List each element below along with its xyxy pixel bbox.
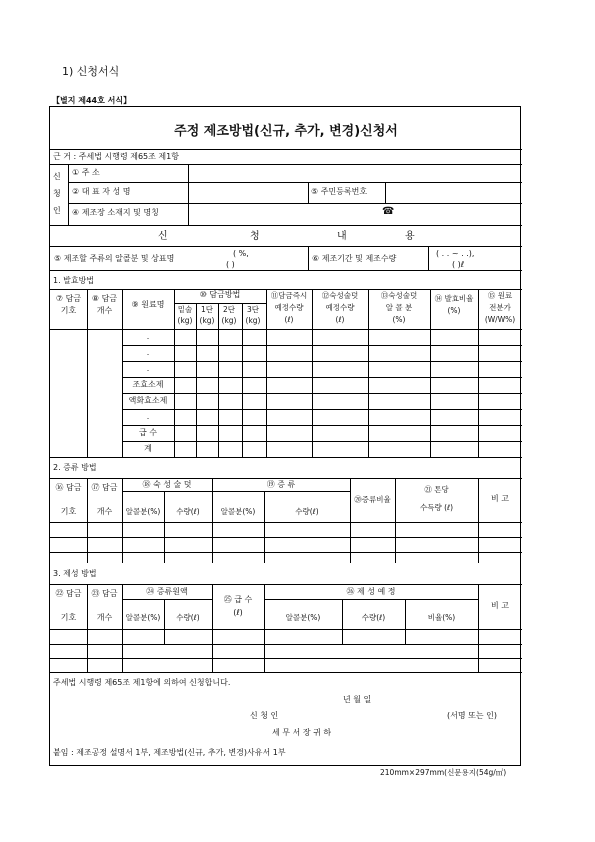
method-sub-header: (kg) bbox=[245, 316, 261, 325]
section2-title: 2. 증류 방법 bbox=[53, 463, 97, 472]
water-header: (ℓ) bbox=[233, 608, 243, 617]
attachment-note: 붙임 : 제조공정 설명서 1부, 제조방법(신규, 추가, 변경)사유서 1부 bbox=[53, 748, 286, 757]
tank-no-header: 기호 bbox=[60, 613, 77, 622]
resident-number-label: ⑤ 주민등록번호 bbox=[311, 187, 368, 196]
content-header-3: 내 bbox=[337, 231, 347, 242]
method-sub-header: (kg) bbox=[177, 316, 193, 325]
applicant-side-label-3: 인 bbox=[53, 206, 61, 215]
applicant-side-label-1: 신 bbox=[53, 172, 61, 181]
alcohol-label: ⑤ 제조할 주류의 알콜분 및 상표명 bbox=[54, 254, 175, 263]
water-header: ㉕ 급 수 bbox=[223, 595, 253, 604]
note-header: 비 고 bbox=[491, 601, 509, 610]
alcohol-value-line2: ( ) bbox=[226, 260, 235, 269]
tank-no-header: 기호 bbox=[60, 306, 77, 315]
matured-qty-header: 수량(ℓ) bbox=[176, 507, 200, 516]
tank-count-header: ⑰ 담금 bbox=[91, 483, 118, 492]
form-number-tag: 【별지 제44호 서식】 bbox=[52, 96, 132, 105]
price-header: ⑮ 원료 bbox=[487, 291, 513, 300]
matured_alc-header: (%) bbox=[392, 315, 406, 324]
content-header-1: 신 bbox=[158, 231, 168, 242]
matured_alc-header: ⑬숙성술덧 bbox=[380, 291, 418, 300]
tank-no-header: ⑦ 담금 bbox=[55, 294, 82, 303]
note-header: 비 고 bbox=[491, 494, 509, 503]
plan-qty-header: 수량(ℓ) bbox=[361, 613, 386, 622]
date-line: 년 월 일 bbox=[343, 695, 372, 704]
paper-size-note: 210mm×297mm(신문용지(54g/㎡) bbox=[380, 768, 507, 777]
matured_alc-header: 알 콜 분 bbox=[385, 303, 413, 312]
period-value-line2: ( )ℓ bbox=[452, 260, 465, 269]
addressee: 세 무 서 장 귀 하 bbox=[272, 728, 332, 737]
material-row-label: 조효소제 bbox=[132, 380, 164, 389]
distill-qty-header: 수량(ℓ) bbox=[295, 507, 319, 516]
declaration-text: 주세법 시행령 제65조 제1항에 의하여 신청합니다. bbox=[53, 678, 231, 687]
ferment-rate-header: ⑭ 발효비율 bbox=[434, 294, 474, 303]
method-sub-header: 3단 bbox=[246, 305, 260, 314]
planned-header: (ℓ) bbox=[284, 315, 294, 324]
distill-header: ⑲ 증 류 bbox=[266, 480, 296, 489]
tank-no-header: ㉒ 담금 bbox=[55, 589, 82, 598]
form-title: 주정 제조방법(신규, 추가, 변경)신청서 bbox=[174, 124, 398, 139]
period-value-line1: ( . . ~ . .), bbox=[436, 249, 475, 258]
application-form bbox=[49, 106, 521, 766]
matured-alc-header: 알콜분(%) bbox=[125, 507, 161, 516]
phone-icon: ☎ bbox=[382, 206, 395, 217]
plan-ratio-header: 비율(%) bbox=[427, 613, 456, 622]
signature-note: (서명 또는 인) bbox=[447, 711, 497, 720]
matured_qty-header: 예정수량 bbox=[325, 303, 355, 312]
material-row-label: . bbox=[146, 348, 150, 357]
price-header: 전분가 bbox=[489, 303, 511, 312]
matured-header: ⑱ 숙 성 술 덧 bbox=[142, 480, 192, 489]
tank-no-header: ⑯ 담금 bbox=[55, 483, 82, 492]
tank-count-header: ⑧ 담금 bbox=[91, 294, 118, 303]
yield-header: ㉑ 톤당 bbox=[424, 485, 449, 494]
tank-count-header: 개수 bbox=[96, 306, 113, 315]
alcohol-value-line1: ( %, bbox=[233, 249, 249, 258]
address-label: ① 주 소 bbox=[72, 168, 100, 177]
plan-header: ㉖ 제 성 예 정 bbox=[346, 587, 396, 596]
factory-label: ④ 제조장 소재지 및 명칭 bbox=[72, 208, 159, 217]
material-row-label: . bbox=[146, 364, 150, 373]
tank-count-header: 개수 bbox=[96, 613, 113, 622]
ratio-header: ⑳증류비율 bbox=[354, 495, 391, 504]
content-header-2: 청 bbox=[250, 231, 260, 242]
material-row-label: 계 bbox=[144, 444, 152, 453]
ferment-rate-header: (%) bbox=[447, 306, 461, 315]
matured_qty-header: ⑫숙성술덧 bbox=[321, 291, 359, 300]
content-header-4: 용 bbox=[405, 231, 415, 242]
planned-header: 예정수량 bbox=[274, 303, 304, 312]
material-header: ⑨ 원료명 bbox=[131, 300, 165, 309]
planned-header: ⑪담금즉시 bbox=[270, 291, 308, 300]
section3-title: 3. 제성 방법 bbox=[53, 569, 97, 578]
material-row-label: 급 수 bbox=[139, 428, 157, 437]
material-row-label: 액화효소제 bbox=[128, 396, 168, 405]
method-sub-header: (kg) bbox=[221, 316, 237, 325]
method-sub-header: (kg) bbox=[199, 316, 215, 325]
period-label: ⑥ 제조기간 및 제조수량 bbox=[312, 254, 397, 263]
method-sub-header: 1단 bbox=[200, 305, 214, 314]
method-header: ⑩ 담금방법 bbox=[199, 290, 241, 299]
tank-count-header: ㉓ 담금 bbox=[91, 589, 118, 598]
applicant-side-label-2: 청 bbox=[53, 189, 61, 198]
representative-name-label: ② 대 표 자 성 명 bbox=[72, 187, 131, 196]
page-heading: 1) 신청서식 bbox=[62, 65, 120, 78]
legal-basis: 근 거 : 주세법 시행령 제65조 제1항 bbox=[53, 152, 179, 161]
matured_qty-header: (ℓ) bbox=[335, 315, 345, 324]
applicant-sign-label: 신 청 인 bbox=[250, 711, 279, 720]
raw-qty-header: 수량(ℓ) bbox=[176, 613, 200, 622]
section1-title: 1. 발효방법 bbox=[53, 276, 95, 285]
plan-alc-header: 알콜분(%) bbox=[285, 613, 321, 622]
tank-count-header: 개수 bbox=[96, 507, 113, 516]
material-row-label: . bbox=[146, 332, 150, 341]
distill-alc-header: 알콜분(%) bbox=[220, 507, 256, 516]
tank-no-header: 기호 bbox=[60, 507, 77, 516]
yield-header: 수득량 (ℓ) bbox=[419, 503, 454, 512]
method-sub-header: 밑술 bbox=[177, 305, 193, 314]
price-header: (W/W%) bbox=[484, 315, 516, 324]
raw-alc-header: 알콜분(%) bbox=[125, 613, 161, 622]
raw-header: ㉔ 증류원액 bbox=[146, 587, 188, 596]
method-sub-header: 2단 bbox=[222, 305, 236, 314]
material-row-label: . bbox=[146, 412, 150, 421]
